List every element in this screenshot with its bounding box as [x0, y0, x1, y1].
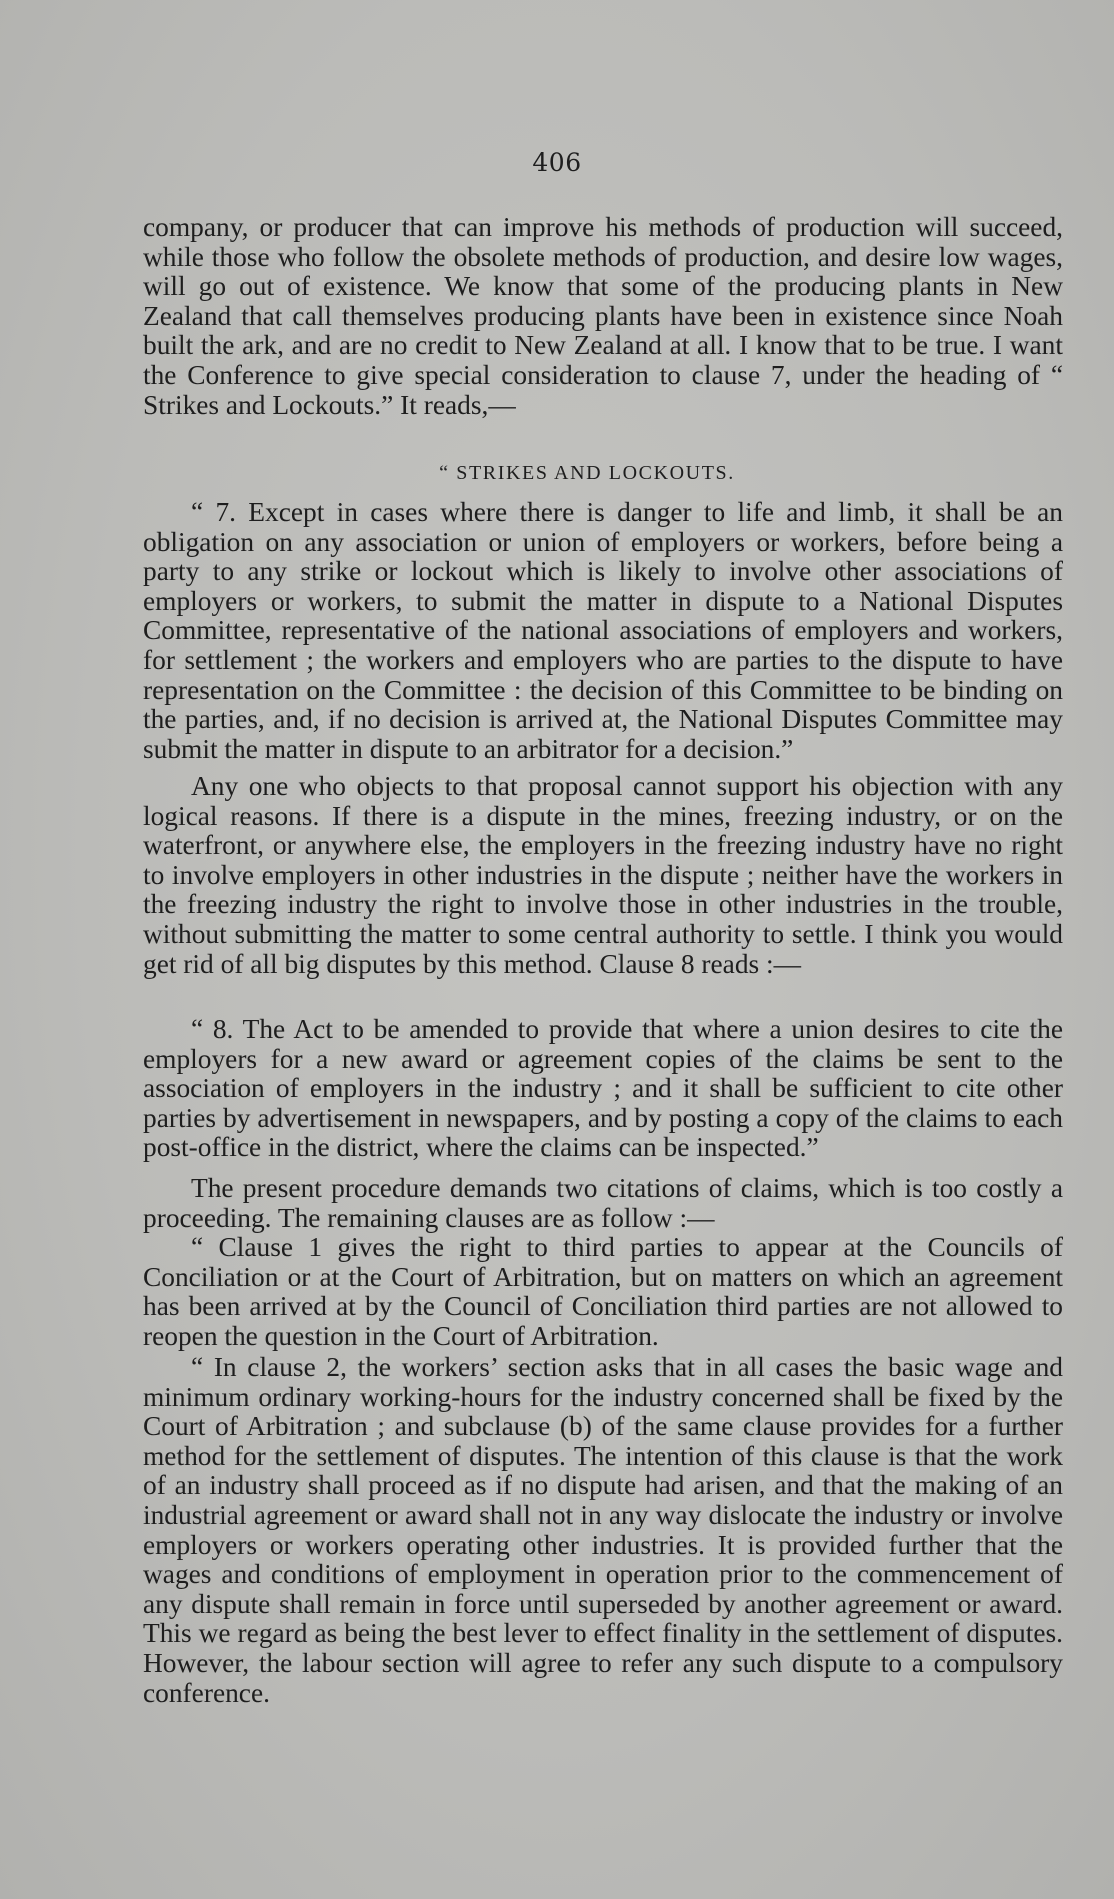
paragraph-text: “ In clause 2, the workers’ section asks that in all cases the basic wage and minimum ordinary working-hours for the industry concerned shall be fixed by the Court of Arbitration ; and subclause (b) of the same clause provides for a further method for the settlement of disputes. The intention of this clause is that the work of an industry shall proceed as if no dispute had arisen, and that the making of an industrial agreement or award shall not in any way dislocate the industry or involve employers or workers operating other industries. It is provided further that the wages and conditions of employment in operation prior to the commencement of any dispute shall remain in force until superseded by another agreement or award. This we regard as being the best lever to effect finality in the settlement of disputes. However, the labour section will agree to refer any such dispute to a compulsory conference.	[143, 1352, 1063, 1708]
quoted-clause-1	[143, 1233, 1063, 1351]
quoted-clause-8	[143, 1015, 1063, 1163]
section-heading: “ STRIKES AND LOCKOUTS.	[439, 462, 735, 484]
paragraph-text: “ 7. Except in cases where there is danger to life and limb, it shall be an obligation on any association or union of employers or workers, before being a party to any strike or lockout which is likely to involve other associations of employers or workers, to submit the matter in dispute to a National Disputes Committee, representative of the national associations of employers and workers, for settlement ; the workers and employers who are parties to the dispute to have representation on the Committee : the decision of this Committee to be binding on the parties, and, if no decision is arrived at, the National Disputes Committee may submit the matter in dispute to an arbitrator for a decision.”	[143, 497, 1063, 764]
body-paragraph-3	[143, 1174, 1063, 1233]
quoted-clause-2	[143, 1353, 1063, 1708]
paragraph-text: “ Clause 1 gives the right to third parties to appear at the Councils of Conciliation or at the Court of Arbitration, but on matters on which an agreement has been arrived at by the Council of Conciliation third parties are not allowed to reopen the question in the Court of Arbitration.	[143, 1232, 1063, 1351]
paragraph-text: Any one who objects to that proposal cannot support his objection with any logical reasons. If there is a dispute in the mines, freezing industry, or on the waterfront, or anywhere else, the employers in the freezing industry have no right to involve employers in other industries in the dispute ; neither have the workers in the freezing industry the right to involve those in other industries in the trouble, without submitting the matter to some central authority to settle. I think you would get rid of all big disputes by this method. Clause 8 reads :—	[143, 771, 1063, 979]
quoted-clause-7	[143, 498, 1063, 764]
paragraph-text: company, or producer that can improve his methods of production will succeed, while those who follow the obsolete methods of production, and desire low wages, will go out of existence. We know that some of the producing plants in New Zealand that call themselves producing plants have been in existence since Noah built the ark, and are no credit to New Zealand at all. I know that to be true. I want the Conference to give special consideration to clause 7, under the heading of “ Strikes and Lockouts.” It reads,—	[143, 212, 1063, 420]
page-number: 406	[532, 148, 582, 177]
body-paragraph-2	[143, 772, 1063, 979]
paragraph-text: The present procedure demands two citations of claims, which is too costly a proceeding. The remaining clauses are as follow :—	[143, 1173, 1063, 1233]
paragraph-text: “ 8. The Act to be amended to provide that where a union desires to cite the employers for a new award or agreement copies of the claims be sent to the association of employers in the industry ; and it shall be sufficient to cite other parties by advertisement in newspapers, and by posting a copy of the claims to each post-office in the district, where the claims can be inspected.”	[143, 1014, 1063, 1163]
body-paragraph-1	[143, 213, 1063, 420]
